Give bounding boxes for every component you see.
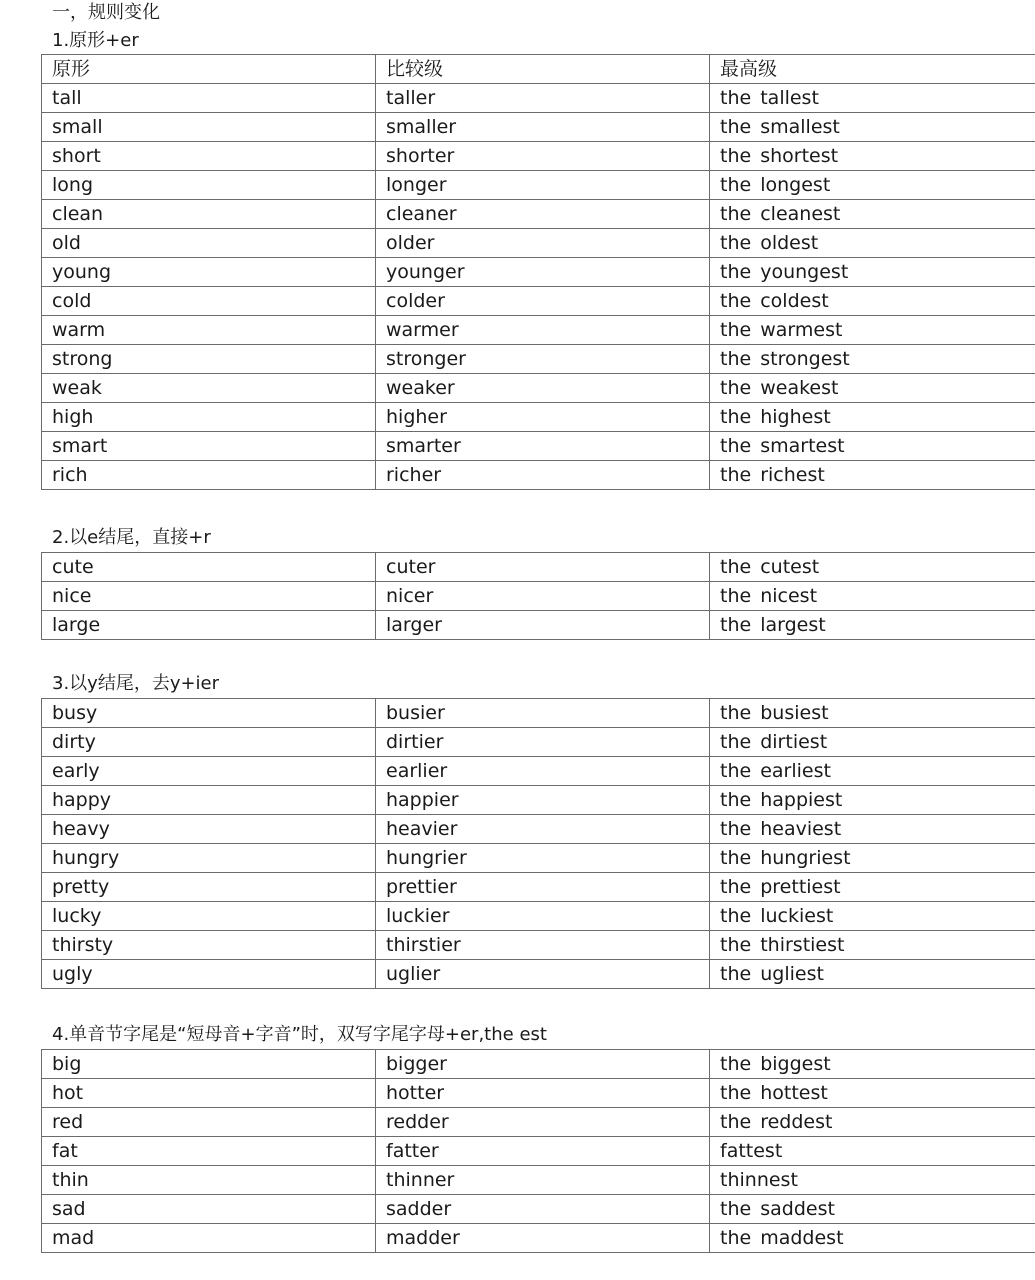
- document-title: 一，规则变化: [52, 2, 160, 23]
- table-row: [42, 229, 1035, 258]
- cell-superlative: the cutest: [710, 553, 1035, 582]
- table-row: [42, 200, 1035, 229]
- cell-comparative: dirtier: [376, 728, 710, 757]
- table-row: [42, 786, 1035, 815]
- cell-superlative: fattest: [710, 1137, 1035, 1166]
- table-row: [42, 815, 1035, 844]
- cell-base-form: nice: [42, 582, 376, 611]
- header-superlative: 最高级: [710, 55, 1035, 84]
- cell-base-form: high: [42, 403, 376, 432]
- cell-base-form: large: [42, 611, 376, 640]
- cell-base-form: mad: [42, 1224, 376, 1253]
- table-row: [42, 960, 1035, 989]
- cell-comparative: smaller: [376, 113, 710, 142]
- cell-base-form: strong: [42, 345, 376, 374]
- table-row: [42, 1108, 1035, 1137]
- table-row: [42, 142, 1035, 171]
- cell-comparative: sadder: [376, 1195, 710, 1224]
- cell-comparative: redder: [376, 1108, 710, 1137]
- cell-superlative: the reddest: [710, 1108, 1035, 1137]
- cell-comparative: weaker: [376, 374, 710, 403]
- section-2-table: [41, 552, 1035, 640]
- cell-comparative: luckier: [376, 902, 710, 931]
- cell-superlative: the cleanest: [710, 200, 1035, 229]
- cell-comparative: happier: [376, 786, 710, 815]
- cell-superlative: the tallest: [710, 84, 1035, 113]
- cell-superlative: the thirstiest: [710, 931, 1035, 960]
- cell-base-form: busy: [42, 699, 376, 728]
- table-row: [42, 611, 1035, 640]
- cell-base-form: cold: [42, 287, 376, 316]
- cell-superlative: the strongest: [710, 345, 1035, 374]
- cell-base-form: big: [42, 1050, 376, 1079]
- cell-base-form: red: [42, 1108, 376, 1137]
- cell-superlative: the weakest: [710, 374, 1035, 403]
- cell-comparative: older: [376, 229, 710, 258]
- cell-superlative: the richest: [710, 461, 1035, 490]
- table-row: [42, 1137, 1035, 1166]
- cell-comparative: bigger: [376, 1050, 710, 1079]
- cell-superlative: the hottest: [710, 1079, 1035, 1108]
- section-1-table: [41, 54, 1035, 490]
- cell-comparative: hungrier: [376, 844, 710, 873]
- cell-comparative: smarter: [376, 432, 710, 461]
- cell-comparative: earlier: [376, 757, 710, 786]
- table-row: [42, 1224, 1035, 1253]
- section-1-heading: 1.原形+er: [52, 30, 139, 51]
- cell-base-form: short: [42, 142, 376, 171]
- table-row: [42, 873, 1035, 902]
- cell-comparative: thirstier: [376, 931, 710, 960]
- cell-comparative: cuter: [376, 553, 710, 582]
- cell-superlative: the luckiest: [710, 902, 1035, 931]
- cell-comparative: busier: [376, 699, 710, 728]
- cell-base-form: small: [42, 113, 376, 142]
- cell-superlative: the hungriest: [710, 844, 1035, 873]
- cell-superlative: the biggest: [710, 1050, 1035, 1079]
- table-row: [42, 728, 1035, 757]
- table-row: [42, 461, 1035, 490]
- cell-base-form: lucky: [42, 902, 376, 931]
- table-row: [42, 1050, 1035, 1079]
- cell-base-form: rich: [42, 461, 376, 490]
- cell-comparative: higher: [376, 403, 710, 432]
- cell-superlative: the smallest: [710, 113, 1035, 142]
- cell-superlative: the oldest: [710, 229, 1035, 258]
- header-comparative: 比较级: [376, 55, 710, 84]
- cell-superlative: the smartest: [710, 432, 1035, 461]
- cell-base-form: pretty: [42, 873, 376, 902]
- table-row: [42, 403, 1035, 432]
- cell-comparative: fatter: [376, 1137, 710, 1166]
- cell-comparative: warmer: [376, 316, 710, 345]
- cell-superlative: the nicest: [710, 582, 1035, 611]
- section-4-table: [41, 1049, 1035, 1253]
- cell-base-form: thin: [42, 1166, 376, 1195]
- cell-base-form: thirsty: [42, 931, 376, 960]
- table-row: [42, 374, 1035, 403]
- table-row: [42, 84, 1035, 113]
- cell-base-form: heavy: [42, 815, 376, 844]
- section-3-table: [41, 698, 1035, 989]
- table-row: [42, 287, 1035, 316]
- cell-superlative: the happiest: [710, 786, 1035, 815]
- cell-base-form: cute: [42, 553, 376, 582]
- cell-comparative: richer: [376, 461, 710, 490]
- section-2-heading: 2.以e结尾，直接+r: [52, 527, 211, 548]
- cell-comparative: longer: [376, 171, 710, 200]
- cell-comparative: thinner: [376, 1166, 710, 1195]
- cell-superlative: the maddest: [710, 1224, 1035, 1253]
- cell-superlative: the ugliest: [710, 960, 1035, 989]
- cell-base-form: tall: [42, 84, 376, 113]
- cell-base-form: long: [42, 171, 376, 200]
- cell-base-form: hot: [42, 1079, 376, 1108]
- cell-base-form: old: [42, 229, 376, 258]
- cell-superlative: the busiest: [710, 699, 1035, 728]
- cell-base-form: young: [42, 258, 376, 287]
- cell-base-form: sad: [42, 1195, 376, 1224]
- table-row: [42, 902, 1035, 931]
- cell-base-form: smart: [42, 432, 376, 461]
- cell-comparative: younger: [376, 258, 710, 287]
- cell-comparative: taller: [376, 84, 710, 113]
- table-row: [42, 844, 1035, 873]
- section-3-heading: 3.以y结尾，去y+ier: [52, 673, 220, 694]
- cell-comparative: larger: [376, 611, 710, 640]
- table-row: [42, 171, 1035, 200]
- cell-superlative: thinnest: [710, 1166, 1035, 1195]
- table-row: [42, 757, 1035, 786]
- table-row: [42, 432, 1035, 461]
- cell-superlative: the highest: [710, 403, 1035, 432]
- table-row: [42, 582, 1035, 611]
- cell-base-form: weak: [42, 374, 376, 403]
- cell-base-form: ugly: [42, 960, 376, 989]
- cell-comparative: heavier: [376, 815, 710, 844]
- cell-base-form: warm: [42, 316, 376, 345]
- cell-base-form: fat: [42, 1137, 376, 1166]
- section-4-heading: 4.单音节字尾是“短母音+字音”时，双写字尾字母+er,the est: [52, 1024, 547, 1045]
- cell-base-form: hungry: [42, 844, 376, 873]
- header-base-form: 原形: [42, 55, 376, 84]
- cell-base-form: dirty: [42, 728, 376, 757]
- cell-superlative: the shortest: [710, 142, 1035, 171]
- cell-comparative: colder: [376, 287, 710, 316]
- table-row: [42, 1195, 1035, 1224]
- cell-base-form: clean: [42, 200, 376, 229]
- cell-superlative: the coldest: [710, 287, 1035, 316]
- cell-superlative: the earliest: [710, 757, 1035, 786]
- table-row: [42, 316, 1035, 345]
- table-header-row: [42, 55, 1035, 84]
- cell-comparative: prettier: [376, 873, 710, 902]
- cell-comparative: stronger: [376, 345, 710, 374]
- cell-comparative: cleaner: [376, 200, 710, 229]
- table-row: [42, 113, 1035, 142]
- table-row: [42, 931, 1035, 960]
- cell-superlative: the saddest: [710, 1195, 1035, 1224]
- cell-superlative: the largest: [710, 611, 1035, 640]
- cell-comparative: nicer: [376, 582, 710, 611]
- table-row: [42, 258, 1035, 287]
- cell-base-form: happy: [42, 786, 376, 815]
- cell-comparative: hotter: [376, 1079, 710, 1108]
- cell-base-form: early: [42, 757, 376, 786]
- cell-comparative: madder: [376, 1224, 710, 1253]
- cell-superlative: the youngest: [710, 258, 1035, 287]
- table-row: [42, 345, 1035, 374]
- cell-comparative: uglier: [376, 960, 710, 989]
- table-row: [42, 1166, 1035, 1195]
- cell-superlative: the warmest: [710, 316, 1035, 345]
- table-row: [42, 699, 1035, 728]
- cell-superlative: the longest: [710, 171, 1035, 200]
- cell-superlative: the prettiest: [710, 873, 1035, 902]
- table-row: [42, 553, 1035, 582]
- cell-comparative: shorter: [376, 142, 710, 171]
- cell-superlative: the dirtiest: [710, 728, 1035, 757]
- table-row: [42, 1079, 1035, 1108]
- cell-superlative: the heaviest: [710, 815, 1035, 844]
